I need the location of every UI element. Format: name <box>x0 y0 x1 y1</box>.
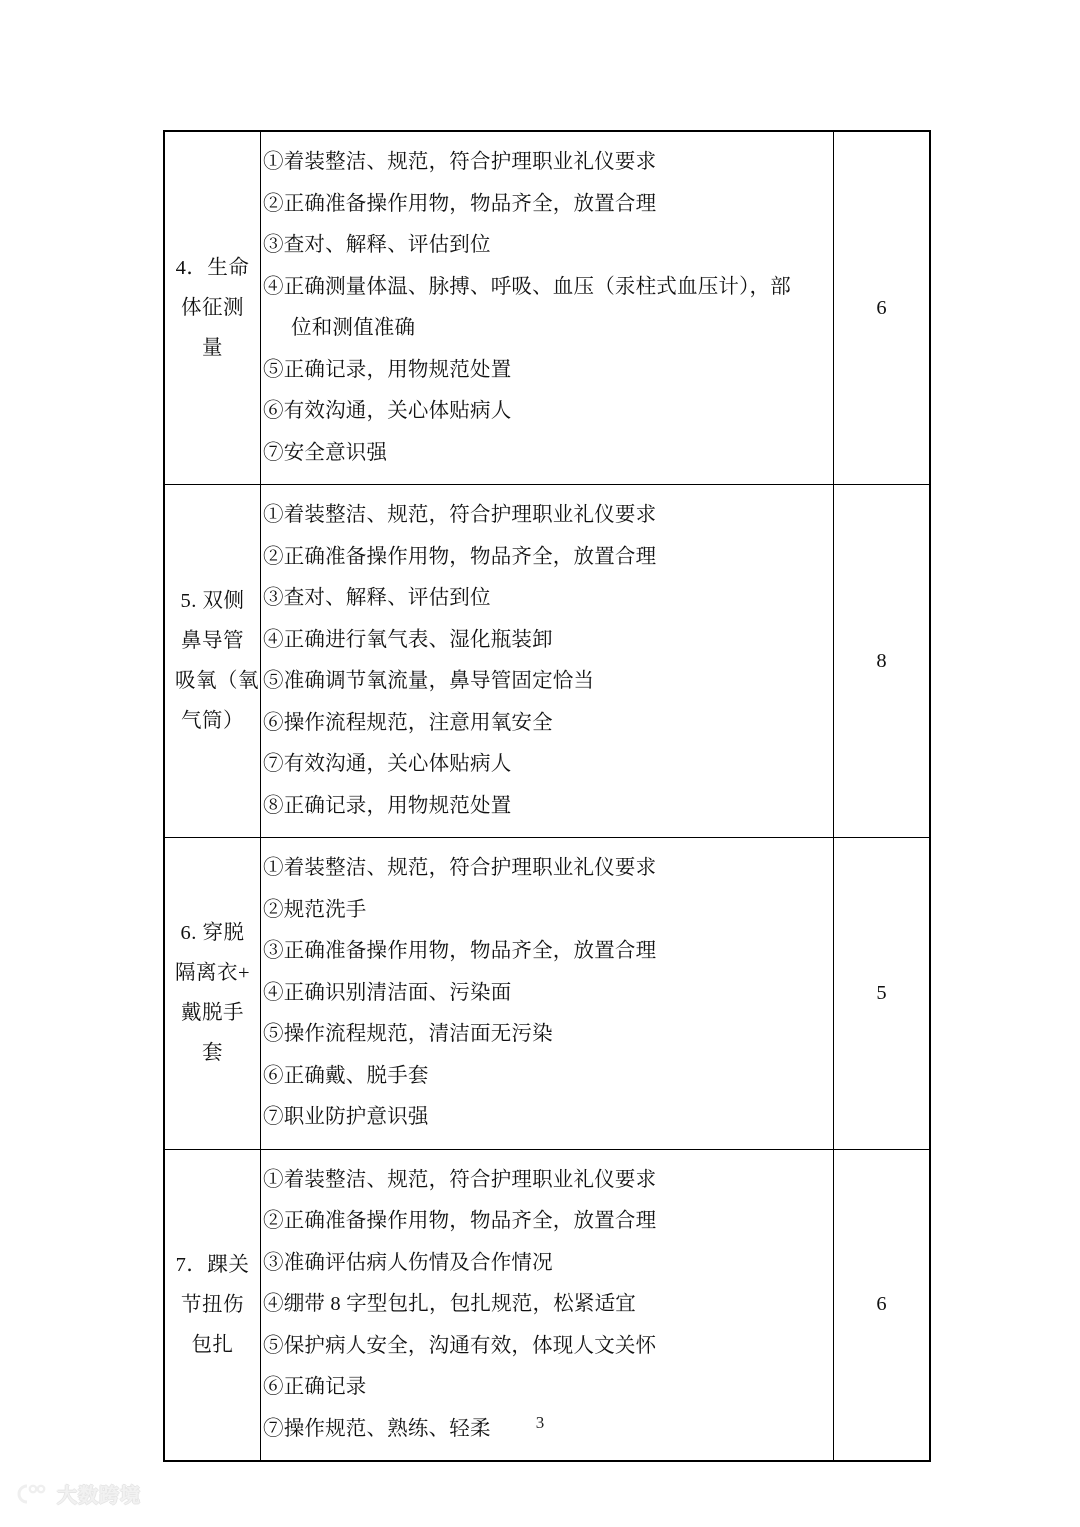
item-name-line: 体征测 <box>181 297 244 319</box>
criteria-list <box>261 485 833 837</box>
table-body <box>164 131 930 1461</box>
item-name-line: 4．生命 <box>175 257 250 279</box>
item-name-line: 吸氧（氧 <box>175 670 259 692</box>
score-cell <box>834 131 931 485</box>
criteria-item: 位和测值准确 <box>291 317 416 339</box>
criteria-item: ④绷带 8 字型包扎，包扎规范，松紧适宜 <box>263 1293 636 1315</box>
item-name-cell <box>164 838 261 1150</box>
assessment-score-table <box>163 130 931 1462</box>
criteria-item: ⑦安全意识强 <box>263 441 388 464</box>
criteria-item: ⑤准确调节氧流量，鼻导管固定恰当 <box>263 670 595 692</box>
table-row <box>164 838 930 1150</box>
criteria-item: ③准确评估病人伤情及合作情况 <box>263 1251 553 1274</box>
item-name-text <box>165 242 260 374</box>
score-value: 5 <box>876 981 887 1004</box>
item-name-cell <box>164 485 261 838</box>
criteria-item: ②规范洗手 <box>263 898 367 921</box>
item-name-cell <box>164 131 261 485</box>
item-name-line: 鼻导管 <box>181 630 244 652</box>
criteria-item: ④正确测量体温、脉搏、呼吸、血压（汞柱式血压计），部 <box>263 275 791 298</box>
criteria-item: ⑥操作流程规范，注意用氧安全 <box>263 711 553 734</box>
criteria-item: ①着装整洁、规范，符合护理职业礼仪要求 <box>263 1168 657 1191</box>
criteria-item: ①着装整洁、规范，符合护理职业礼仪要求 <box>263 504 657 526</box>
criteria-item: ②正确准备操作用物，物品齐全，放置合理 <box>263 192 657 215</box>
criteria-item: ⑤保护病人安全，沟通有效，体现人文关怀 <box>263 1334 657 1357</box>
criteria-item: ⑧正确记录，用物规范处置 <box>263 794 512 817</box>
criteria-item: ④正确进行氧气表、湿化瓶装卸 <box>263 628 553 651</box>
criteria-item: ③查对、解释、评估到位 <box>263 587 491 609</box>
score-cell <box>834 838 931 1150</box>
score-value: 8 <box>876 649 887 672</box>
watermark <box>14 1479 141 1508</box>
item-name-text <box>165 575 260 747</box>
criteria-item: ④正确识别清洁面、污染面 <box>263 981 512 1004</box>
item-name-line: 隔离衣+ <box>175 962 251 985</box>
brand-logo-icon <box>14 1483 48 1505</box>
item-name-line: 气筒） <box>181 710 244 732</box>
score-value: 6 <box>876 1293 887 1316</box>
item-name-line: 套 <box>202 1042 223 1065</box>
criteria-list <box>261 132 833 484</box>
criteria-list <box>261 838 833 1149</box>
criteria-item: ⑤正确记录，用物规范处置 <box>263 358 512 381</box>
criteria-item: ⑦职业防护意识强 <box>263 1106 429 1128</box>
criteria-item: ③查对、解释、评估到位 <box>263 234 491 256</box>
criteria-item: ⑥正确记录 <box>263 1376 367 1398</box>
item-name-line: 量 <box>202 337 223 359</box>
criteria-item: ②正确准备操作用物，物品齐全，放置合理 <box>263 545 657 568</box>
table-row <box>164 485 930 838</box>
score-value: 6 <box>876 296 887 319</box>
item-name-line: 节扭伤 <box>181 1293 244 1316</box>
criteria-item: ①着装整洁、规范，符合护理职业礼仪要求 <box>263 857 657 879</box>
item-name-line: 戴脱手 <box>181 1002 244 1025</box>
criteria-item: ⑥有效沟通，关心体贴病人 <box>263 400 512 422</box>
item-name-line: 包扎 <box>191 1333 234 1356</box>
criteria-cell <box>261 485 834 838</box>
page-number: 3 <box>535 1413 545 1432</box>
criteria-item: ①着装整洁、规范，符合护理职业礼仪要求 <box>263 151 657 173</box>
item-name-line: 7．踝关 <box>175 1253 250 1276</box>
criteria-item: ③正确准备操作用物，物品齐全，放置合理 <box>263 940 657 962</box>
watermark-text: 大数跨境 <box>57 1483 141 1507</box>
item-name-line: 5. 双侧 <box>180 590 245 612</box>
score-cell <box>834 485 931 838</box>
criteria-cell <box>261 131 834 485</box>
criteria-item: ⑦有效沟通，关心体贴病人 <box>263 753 512 775</box>
criteria-item: ⑤操作流程规范，清洁面无污染 <box>263 1023 553 1045</box>
item-name-line: 6. 穿脱 <box>180 922 245 945</box>
criteria-item: ②正确准备操作用物，物品齐全，放置合理 <box>263 1210 657 1232</box>
table-row <box>164 131 930 485</box>
criteria-item: ⑥正确戴、脱手套 <box>263 1064 429 1087</box>
item-name-text <box>165 1239 260 1371</box>
item-name-text <box>165 907 260 1079</box>
criteria-cell <box>261 838 834 1150</box>
criteria-item: ⑦操作规范、熟练、轻柔 <box>263 1417 491 1440</box>
